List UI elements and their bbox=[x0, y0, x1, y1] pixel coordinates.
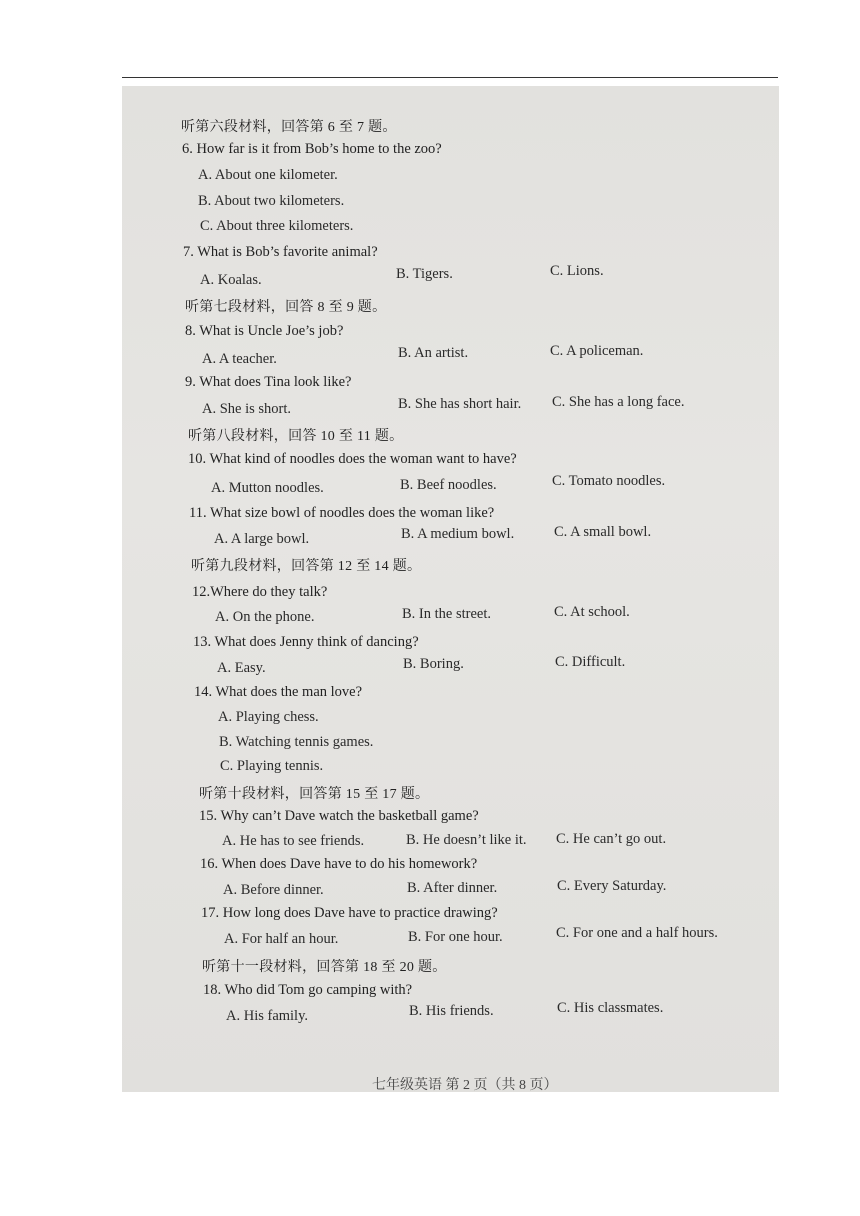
option-11c: C. A small bowl. bbox=[554, 524, 652, 540]
option-15b: B. He doesn’t like it. bbox=[406, 832, 527, 848]
question-9: 9. What does Tina look like? bbox=[185, 374, 352, 390]
section-header: 听第七段材料，回答 8 至 9 题。 bbox=[185, 300, 387, 315]
section-header: 听第六段材料，回答第 6 至 7 题。 bbox=[181, 120, 397, 135]
question-6: 6. How far is it from Bob’s home to the zoo? bbox=[182, 141, 442, 157]
option-12b: B. In the street. bbox=[402, 606, 491, 622]
section-header: 听第十一段材料，回答第 18 至 20 题。 bbox=[202, 960, 447, 975]
option-11a: A. A large bowl. bbox=[214, 531, 310, 547]
question-14: 14. What does the man love? bbox=[194, 684, 363, 700]
option-15a: A. He has to see friends. bbox=[222, 833, 365, 849]
option-14b: B. Watching tennis games. bbox=[219, 734, 374, 750]
option-16a: A. Before dinner. bbox=[223, 882, 324, 898]
scanned-page bbox=[122, 86, 779, 1092]
question-11: 11. What size bowl of noodles does the woman like? bbox=[189, 505, 495, 521]
option-7b: B. Tigers. bbox=[396, 266, 453, 282]
question-12: 12.Where do they talk? bbox=[192, 584, 328, 600]
option-15c: C. He can’t go out. bbox=[556, 831, 667, 847]
option-10c: C. Tomato noodles. bbox=[552, 473, 666, 489]
option-8b: B. An artist. bbox=[398, 345, 469, 361]
option-18a: A. His family. bbox=[226, 1008, 309, 1024]
page-footer: 七年级英语 第 2 页（共 8 页） bbox=[372, 1078, 558, 1092]
option-18c: C. His classmates. bbox=[557, 1000, 664, 1016]
option-11b: B. A medium bowl. bbox=[401, 526, 515, 542]
option-18b: B. His friends. bbox=[409, 1003, 494, 1019]
option-6a: A. About one kilometer. bbox=[198, 167, 338, 183]
option-9b: B. She has short hair. bbox=[398, 396, 522, 412]
option-8a: A. A teacher. bbox=[202, 351, 277, 367]
option-12a: A. On the phone. bbox=[215, 609, 315, 625]
option-17c: C. For one and a half hours. bbox=[556, 925, 718, 941]
section-header: 听第九段材料，回答第 12 至 14 题。 bbox=[191, 559, 422, 574]
option-14c: C. Playing tennis. bbox=[220, 758, 324, 774]
option-13a: A. Easy. bbox=[217, 660, 266, 676]
option-14a: A. Playing chess. bbox=[218, 709, 319, 725]
question-10: 10. What kind of noodles does the woman want to have? bbox=[188, 451, 517, 467]
option-16c: C. Every Saturday. bbox=[557, 878, 667, 894]
question-13: 13. What does Jenny think of dancing? bbox=[193, 634, 419, 650]
option-10b: B. Beef noodles. bbox=[400, 477, 497, 493]
option-16b: B. After dinner. bbox=[407, 880, 498, 896]
option-10a: A. Mutton noodles. bbox=[211, 480, 324, 496]
section-header: 听第十段材料，回答第 15 至 17 题。 bbox=[199, 787, 430, 802]
option-6c: C. About three kilometers. bbox=[200, 218, 354, 234]
option-9c: C. She has a long face. bbox=[552, 394, 685, 410]
top-rule bbox=[122, 77, 778, 78]
option-7c: C. Lions. bbox=[550, 263, 604, 279]
question-16: 16. When does Dave have to do his homework? bbox=[200, 856, 478, 872]
option-13b: B. Boring. bbox=[403, 656, 464, 672]
question-8: 8. What is Uncle Joe’s job? bbox=[185, 323, 344, 339]
option-7a: A. Koalas. bbox=[200, 272, 262, 288]
question-15: 15. Why can’t Dave watch the basketball game? bbox=[199, 808, 479, 824]
question-17: 17. How long does Dave have to practice drawing? bbox=[201, 905, 498, 921]
option-9a: A. She is short. bbox=[202, 401, 292, 417]
option-13c: C. Difficult. bbox=[555, 654, 626, 670]
section-header: 听第八段材料，回答 10 至 11 题。 bbox=[188, 429, 404, 444]
option-17b: B. For one hour. bbox=[408, 929, 503, 945]
question-7: 7. What is Bob’s favorite animal? bbox=[183, 244, 378, 260]
question-18: 18. Who did Tom go camping with? bbox=[203, 982, 413, 998]
option-8c: C. A policeman. bbox=[550, 343, 644, 359]
option-17a: A. For half an hour. bbox=[224, 931, 339, 947]
option-12c: C. At school. bbox=[554, 604, 630, 620]
option-6b: B. About two kilometers. bbox=[198, 193, 345, 209]
